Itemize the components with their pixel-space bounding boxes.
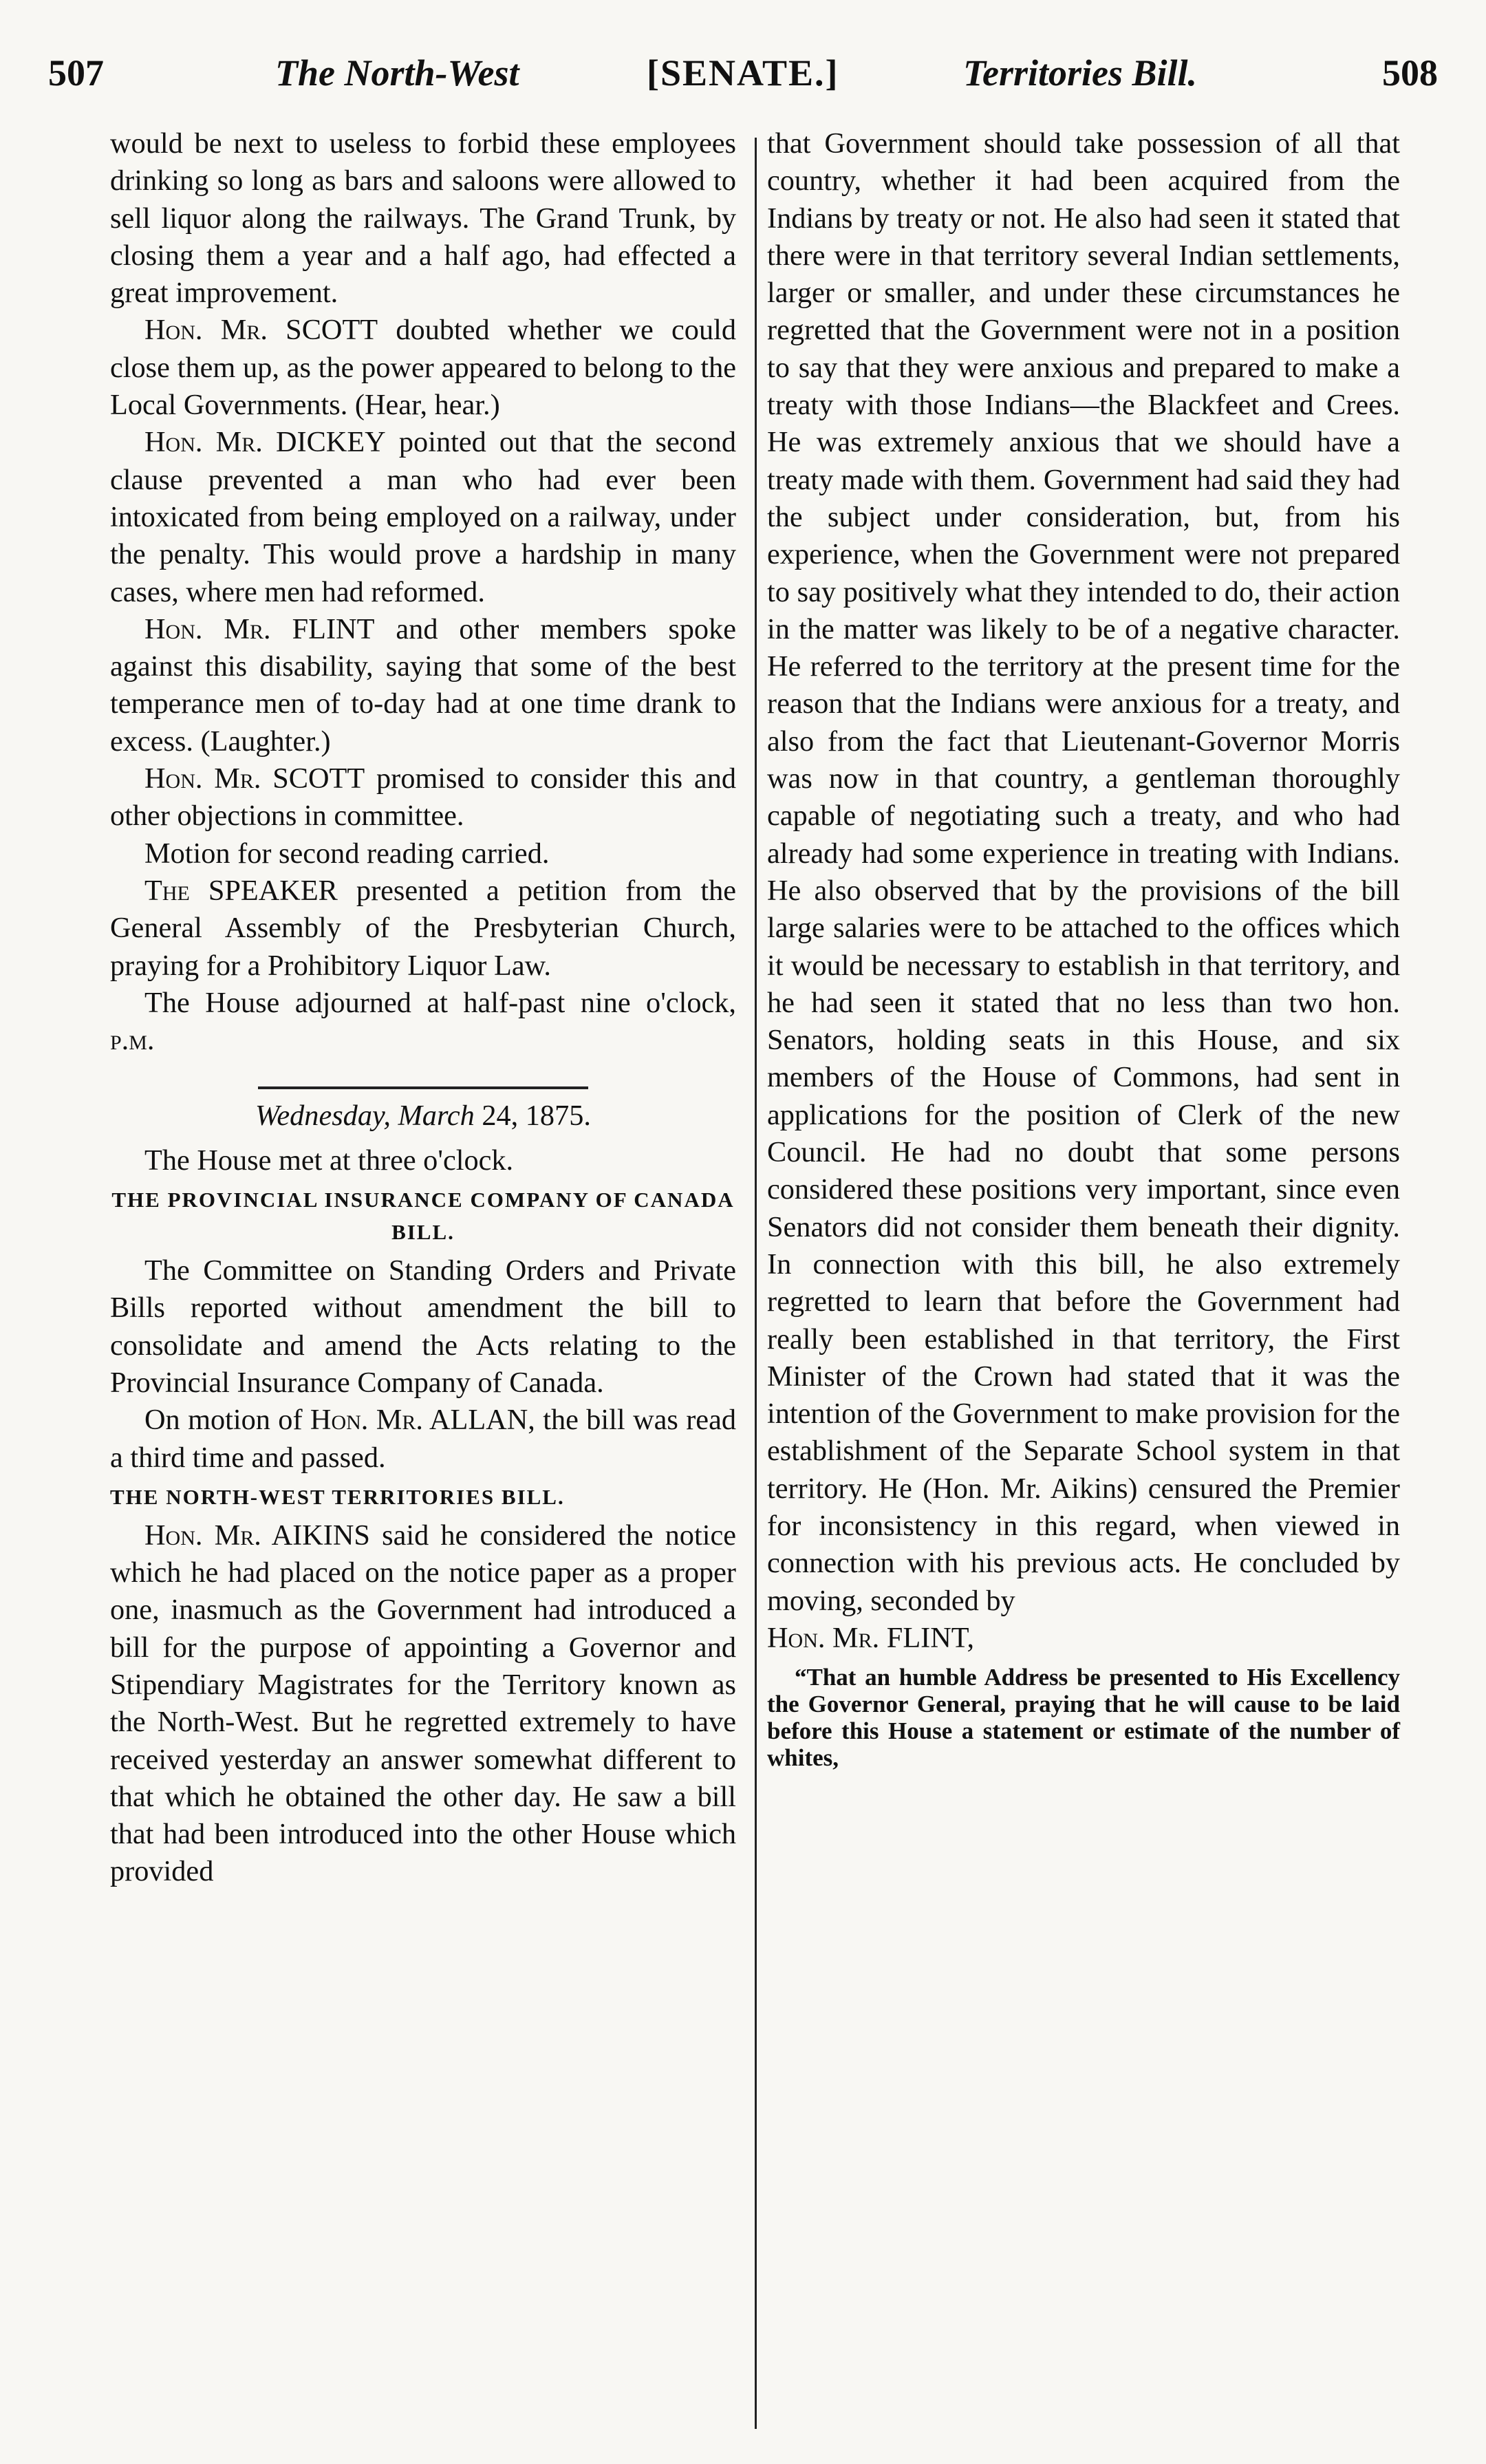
speech-text: said he considered the notice which he had placed on the notice paper as a proper one, inasmuch as the Government had introduced a bill for the purpose of appointing a Governor and Stipendiary Magistrates for the Territory known as the North-West. But he regretted extremely to have received yesterday an answer somewhat different to that which he obtained the other day. He saw a bill that had been introduced into the other House which provided xyxy=(110,1519,736,1888)
paragraph xyxy=(110,1402,736,1477)
speech-text: The House adjourned at half-past nine o'clock, xyxy=(144,986,736,1019)
speaker-name: Hon. Mr. FLINT xyxy=(144,612,375,645)
sitting-date xyxy=(110,1097,736,1135)
paragraph xyxy=(110,424,736,610)
paragraph xyxy=(110,760,736,835)
paragraph xyxy=(767,1620,1400,1657)
speech-text: and other members spoke against this disability, saying that some of the best temperance men of to-day had at one time drank to excess. (Laughter.) xyxy=(110,612,736,758)
speech-text: the bill was read a third time and passed. xyxy=(110,1404,737,1474)
speech-text: On motion of xyxy=(144,1404,310,1437)
paragraph: The Committee on Standing Orders and Private Bills reported without amendment the bill to consolidate and amend the Acts relating to the Provincial Insurance Company of Canada. xyxy=(110,1254,736,1399)
speech-text: doubted whether we could close them up, as the power appeared to belong to the Local Governments. (Hear, hear.) xyxy=(110,314,736,422)
paragraph: that Government should take possession of all that country, whether it had been acquired from the Indians by treaty or not. He also had seen it stated that there were in that territory several Indian settlements, larger or smaller, and under these circumstances he regretted that the Government were not in a position to say that they were anxious and prepared to make a treaty with those Indians—the Blackfeet and Crees. He was extremely anxious that we should have a treaty made with them. Government had said they had the subject under consideration, but, from his experience, when the Government were not prepared to say positively what they intended to do, their action in the matter was likely to be of a negative character. He referred to the territory at the present time for the reason that the Indians were anxious for a treaty, and also from the fact that Lieutenant-Governor Morris was now in that country, a gentleman thoroughly capable of negotiating such a treaty, and who had already had some experience in treating with Indians. He also observed that by the provisions of the bill large salaries were to be attached to the offices which it would be necessary to establish in that territory, and he had seen it stated that no less than two hon. Senators, holding seats in this House, and six members of the House of Commons, had sent in applications for the position of Clerk of the new Council. He had no doubt that some persons considered these positions very important, since even Senators did not consider them beneath their dignity. In connection with this bill, he also extremely regretted to learn that before the Government had really been established in that territory, the First Minister of the Crown had stated that it was the intention of the Government to make provision for the establishment of the Separate School system in that territory. He (Hon. Mr. Aikins) censured the Premier for inconsistency in this regard, when viewed in connection with his previous acts. He concluded by moving, seconded by xyxy=(767,127,1400,1617)
left-column xyxy=(110,125,736,1891)
speaker-name: Hon. Mr. SCOTT xyxy=(144,762,365,795)
left-running-title: The North-West xyxy=(275,52,519,94)
speaker-name: Hon. Mr. DICKEY xyxy=(144,426,386,459)
date-weekday-month: Wednesday, March xyxy=(255,1100,475,1133)
speaker-name: Hon. Mr. FLINT, xyxy=(767,1621,975,1654)
paragraph xyxy=(110,312,736,424)
speaker-name: The SPEAKER xyxy=(144,874,338,907)
speech-text: presented a petition from the General Assembly of the Presbyterian Church, praying for a Prohibitory Liquor Law. xyxy=(110,874,736,982)
speaker-name: Hon. Mr. SCOTT xyxy=(144,314,378,347)
column-divider xyxy=(755,138,757,2429)
paragraph xyxy=(110,985,736,1060)
running-head xyxy=(48,44,1438,102)
date-day-year: 24, 1875. xyxy=(474,1100,591,1133)
speech-text: pointed out that the second clause prevented a man who had ever been intoxicated from being employed on a railway, under the penalty. This would prove a hardship in many cases, where men had reformed. xyxy=(110,426,736,608)
paragraph: Motion for second reading carried. xyxy=(144,837,550,870)
paragraph: The House met at three o'clock. xyxy=(144,1144,514,1177)
speaker-name: Hon. Mr. AIKINS xyxy=(144,1519,370,1552)
left-page-number: 507 xyxy=(48,52,104,94)
section-divider xyxy=(258,1086,588,1089)
section-heading: THE NORTH-WEST TERRITORIES BILL. xyxy=(110,1484,565,1509)
right-page-number: 508 xyxy=(1382,52,1438,94)
speaker-name: Hon. Mr. ALLAN, xyxy=(310,1404,535,1437)
section-heading: THE PROVINCIAL INSURANCE COMPANY OF CANADA BILL. xyxy=(111,1188,735,1245)
right-column xyxy=(767,125,1400,1771)
paragraph xyxy=(110,872,736,985)
paragraph xyxy=(110,611,736,760)
speech-text: promised to consider this and other objections in committee. xyxy=(110,762,736,833)
paragraph: would be next to useless to forbid these employees drinking so long as bars and saloons were allowed to sell liquor along the railways. The Grand Trunk, by closing them a year and a half ago, had effected a great improvement. xyxy=(110,127,736,310)
motion-quote: “That an humble Address be presented to His Excellency the Governor General, praying that he will cause to be laid before this House a statement or estimate of the number of whites, xyxy=(767,1664,1400,1772)
paragraph xyxy=(110,1517,736,1891)
right-running-title: Territories Bill. xyxy=(963,52,1198,94)
chamber-label: [SENATE.] xyxy=(647,52,839,94)
time-marker: p.m. xyxy=(110,1024,155,1057)
